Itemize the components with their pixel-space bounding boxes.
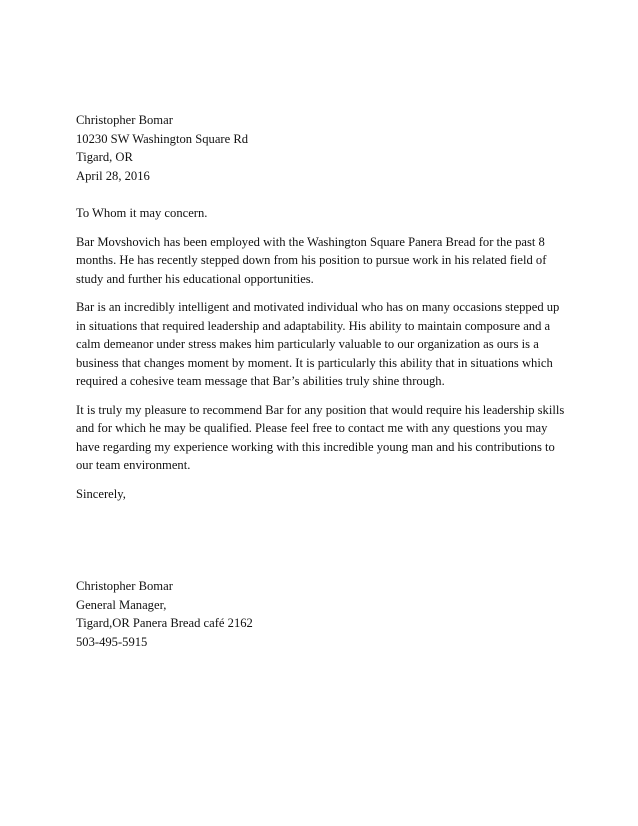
- closing-text: Sincerely,: [76, 486, 126, 501]
- paragraph-3: [76, 401, 566, 475]
- closing: [76, 485, 566, 504]
- signature-phone: 503-495-5915: [76, 634, 148, 649]
- signature-title: General Manager,: [76, 597, 167, 612]
- paragraph-line: and for which he may be qualified. Please feel free to contact me with any questions you may: [76, 421, 548, 435]
- paragraph-line: in situations that required leadership and adaptability. His ability to maintain composure and a: [76, 318, 551, 333]
- paragraph-2: [76, 298, 566, 391]
- signature-block: [76, 577, 566, 651]
- paragraph-line: Bar Movshovich has been employed with the Washington Square Panera Bread for the past 8: [76, 234, 545, 249]
- signature-location: Tigard,OR Panera Bread café 2162: [76, 616, 253, 630]
- paragraph-line: It is truly my pleasure to recommend Bar for any position that would require his leadership skills: [76, 402, 565, 417]
- paragraph-line: required a cohesive team message that Bar’s abilities truly shine through.: [76, 374, 445, 388]
- paragraph-line: our team environment.: [76, 458, 191, 472]
- sender-block: [76, 111, 566, 185]
- paragraph-line: study and further his educational opportunities.: [76, 271, 314, 286]
- paragraph-line: calm demeanor under stress makes him particularly valuable to our organization as ours is a: [76, 337, 539, 351]
- paragraph-line: business that changes moment by moment. It is particularly this ability that in situations which: [76, 355, 553, 370]
- letter-body: [76, 111, 566, 651]
- paragraph-line: months. He has recently stepped down from his position to pursue work in his related field of: [76, 253, 547, 267]
- greeting-text: To Whom it may concern.: [76, 206, 208, 220]
- sender-name: Christopher Bomar: [76, 113, 173, 127]
- paragraph-1: [76, 233, 566, 289]
- sender-address-line2: Tigard, OR: [76, 150, 133, 164]
- sender-address-line1: 10230 SW Washington Square Rd: [76, 131, 249, 146]
- paragraph-line: Bar is an incredibly intelligent and motivated individual who has on many occasions stepped up: [76, 300, 560, 314]
- letter-date: April 28, 2016: [76, 168, 150, 183]
- paragraph-line: have regarding my experience working with this incredible young man and his contributions to: [76, 439, 555, 454]
- greeting: [76, 204, 566, 223]
- signature-name: Christopher Bomar: [76, 579, 173, 593]
